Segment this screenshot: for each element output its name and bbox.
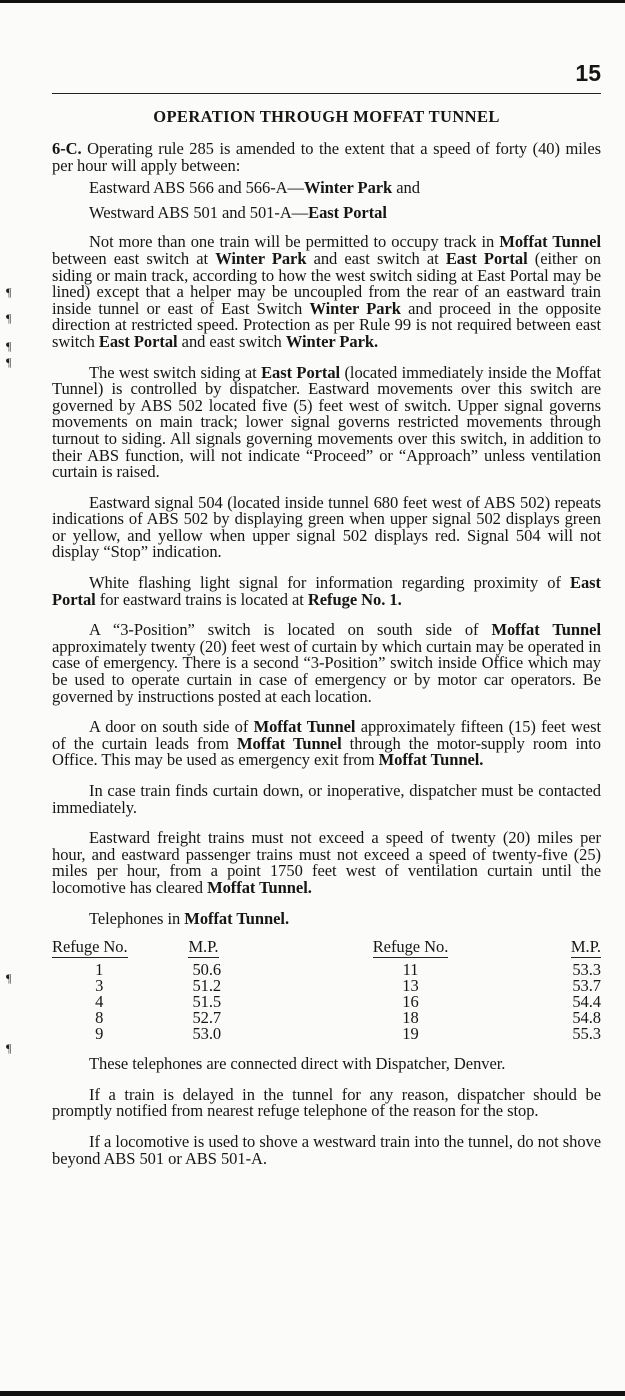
table-cell: 18 <box>402 1008 419 1028</box>
text: If a train is delayed in the tunnel for any reason, dispatcher should be promptly notified from nearest refuge telephone of the reason for the stop. <box>52 1084 601 1121</box>
bottom-border <box>0 1391 625 1396</box>
col-header-mp <box>186 937 332 956</box>
text-bold: Moffat Tunnel <box>491 620 601 640</box>
text: (either on siding or main track, according to how the west switch siding at East Portal may be lined) except that a helper may be uncoupled from the rear of an eastward train inside tunnel or east of East Switch <box>52 248 601 318</box>
text-bold: East Portal <box>52 573 601 609</box>
text-bold: East Portal <box>98 331 178 351</box>
paragraph-curtain-down <box>52 783 601 816</box>
page-number: 15 <box>575 60 601 86</box>
paragraph-speed-restriction <box>52 830 601 896</box>
rule-intro: Operating rule 285 is amended to the extent that a speed of forty (40) miles per hour will apply between: <box>52 139 601 175</box>
text: between east switch at <box>52 248 216 268</box>
text: and east switch <box>177 331 286 351</box>
col-header-refuge-2 <box>332 937 489 956</box>
text-bold: Refuge No. 1. <box>307 589 402 609</box>
table-row <box>52 994 601 1010</box>
table-cell: 8 <box>95 1008 104 1028</box>
table-cell: 54.4 <box>572 992 601 1012</box>
text: A “3-Position” switch is located on south side of <box>89 620 492 640</box>
rule-id: 6-C. <box>52 139 82 158</box>
text: (located immediately inside the Moffat Tunnel) is controlled by dispatcher. Eastward movements over this switch are governed by ABS 502 located five (5) feet west of switch. Upper signal governs movements on main track; lower signal governs restricted movements through turnout to siding. All signals governing movements over this switch, in addition to their ABS function, will not indicate “Proceed” or “Approach” unless ventilation curtain is raised. <box>52 362 601 482</box>
text: and proceed in the opposite direction at restricted speed. Protection as per Rule 99 is not required between east switch <box>52 298 601 351</box>
table-cell: 54.8 <box>572 1008 601 1028</box>
text: through the motor-supply room into Office. This may be used as emergency exit from <box>52 733 601 770</box>
change-mark: ¶ <box>6 971 12 985</box>
eastward-limits <box>89 180 601 197</box>
change-mark: ¶ <box>6 355 12 369</box>
table-cell: 51.5 <box>192 992 222 1012</box>
text: In case train finds curtain down, or inoperative, dispatcher must be contacted immediately. <box>52 781 601 817</box>
text: Eastward ABS 566 and 566-A— <box>89 178 304 198</box>
header-rule <box>52 93 601 94</box>
paragraph-west-switch <box>52 362 601 482</box>
page-content <box>52 108 601 1178</box>
table-cell: 13 <box>402 976 419 996</box>
paragraph-flashing-light <box>52 575 601 608</box>
table-cell: 1 <box>95 960 104 980</box>
text-bold: Moffat Tunnel. <box>378 750 484 770</box>
table-row <box>52 1026 601 1042</box>
text-bold: Moffat Tunnel. <box>184 908 290 928</box>
text-bold: Winter Park <box>215 248 307 268</box>
table-cell: 53.7 <box>572 976 601 996</box>
section-title: OPERATION THROUGH MOFFAT TUNNEL <box>153 107 500 126</box>
paragraph-3-position-switch <box>52 622 601 705</box>
header-text: M.P. <box>188 937 219 957</box>
table-cell: 53.0 <box>192 1024 222 1044</box>
table-row <box>52 956 601 978</box>
table-row <box>52 1010 601 1026</box>
text-bold: East Portal <box>445 248 528 268</box>
text-bold: Winter Park <box>309 298 401 318</box>
paragraph-emergency-door <box>52 719 601 769</box>
rule-paragraph <box>52 141 601 174</box>
text: If a locomotive is used to shove a westward train into the tunnel, do not shove beyond ABS 501 or ABS 501-A. <box>52 1131 601 1168</box>
paragraph-telephones-connected <box>52 1056 601 1073</box>
paragraph-telephones <box>52 908 601 928</box>
table-cell: 55.3 <box>572 1024 601 1044</box>
text: and east switch at <box>306 248 446 268</box>
text-bold: Winter Park. <box>285 331 379 351</box>
text: approximately twenty (20) feet west of curtain by which curtain may be operated in case of emergency. There is a second “3-Position” switch inside Office which may be used to operate curtain in case of emergency or by motor car operators. Be governed by instructions posted at each location. <box>52 636 601 706</box>
text-bold: East Portal <box>261 362 341 382</box>
text-bold: East Portal <box>308 202 387 222</box>
table-cell: 52.7 <box>192 1008 222 1028</box>
paragraph-locomotive-shove <box>52 1131 601 1168</box>
header-text: Refuge No. <box>52 937 128 957</box>
table-cell: 3 <box>95 976 104 996</box>
table-cell: 50.6 <box>192 960 222 980</box>
text-bold: Winter Park <box>303 178 393 198</box>
text-bold: Moffat Tunnel <box>499 232 601 252</box>
text: White flashing light signal for information regarding proximity of <box>89 573 571 593</box>
table-row <box>52 978 601 994</box>
text: for eastward trains is located at <box>95 589 308 609</box>
table-cell: 11 <box>402 960 419 980</box>
text: approximately fifteen (15) feet west of the curtain leads from <box>52 717 601 753</box>
table-cell: 16 <box>402 992 419 1012</box>
table-cell: 53.3 <box>572 960 601 980</box>
paragraph-occupancy <box>52 234 601 350</box>
change-mark: ¶ <box>6 339 12 353</box>
text: Eastward freight trains must not exceed a speed of twenty (20) miles per hour, and eastward passenger trains must not exceed a speed of twenty-five (25) miles per hour, from a point 1750 feet west of ventilation curtain until the locomotive has cleared <box>52 828 601 897</box>
text: A door on south side of <box>89 717 254 737</box>
text: The west switch siding at <box>89 362 262 382</box>
change-mark: ¶ <box>6 285 12 299</box>
text: Not more than one train will be permitted to occupy track in <box>89 232 500 252</box>
text-bold: Moffat Tunnel <box>236 733 342 753</box>
telephone-table <box>52 937 601 1042</box>
text: Telephones in <box>89 908 185 928</box>
paragraph-train-delayed <box>52 1084 601 1121</box>
text-bold: Moffat Tunnel. <box>207 877 312 897</box>
change-mark: ¶ <box>6 311 12 325</box>
text-bold: Moffat Tunnel <box>253 717 356 737</box>
westward-limits <box>89 202 601 222</box>
table-cell: 51.2 <box>192 976 222 996</box>
text: These telephones are connected direct with Dispatcher, Denver. <box>89 1054 506 1074</box>
top-border <box>0 0 625 3</box>
table-cell: 19 <box>402 1024 419 1044</box>
text: Eastward signal 504 (located inside tunnel 680 feet west of ABS 502) repeats indications of ABS 502 by displaying green when upper signal 502 displays green or yellow, and yellow when upper signal 502 displays red. Signal 504 will not display “Stop” indication. <box>52 492 601 562</box>
table-cell: 9 <box>95 1024 104 1044</box>
table-cell: 4 <box>95 992 104 1012</box>
text: Westward ABS 501 and 501-A— <box>89 202 309 222</box>
table-header-row <box>52 937 601 956</box>
paragraph-signal-504 <box>52 492 601 562</box>
col-header-refuge <box>52 937 186 956</box>
header-text: M.P. <box>570 937 601 957</box>
col-header-mp-2 <box>489 937 601 956</box>
change-mark: ¶ <box>6 1041 12 1055</box>
header-text: Refuge No. <box>372 937 449 957</box>
text: and <box>392 178 420 198</box>
